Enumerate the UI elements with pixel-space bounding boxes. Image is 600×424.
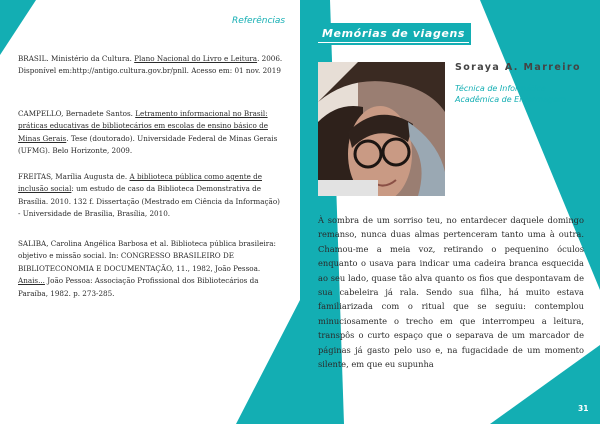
reference-entry: FREITAS, Marília Augusta de. A biblioteca pública como agente de inclusão social: um estudo de caso da Biblioteca Demonstrativa de Brasília. 2010. 132 f. Dissertação (Mestrado em Ciência da Informação) - Universidade de Brasília, Brasília, 2010. xyxy=(18,172,280,219)
reference-entry: CAMPELLO, Bernadete Santos. Letramento informacional no Brasil: práticas educativas de bibliotecários em escolas de ensino básico de Minas Gerais. Tese (doutorado). Universidade Federal de Minas Gerais (UFMG). Belo Horizonte, 2009. xyxy=(18,109,278,156)
reference-entry: BRASIL. Ministério da Cultura. Plano Nacional do Livro e Leitura. 2006. Disponível em:http://antigo.cultura.gov.br/pnll. Acesso em: 01 nov. 2019 xyxy=(18,54,283,76)
section-title: Memórias de viagens xyxy=(316,23,471,45)
author-role: Técnica de Informática Acadêmica de Enfermagem xyxy=(455,84,566,104)
reference-title-link[interactable]: Plano Nacional do Livro e Leitura xyxy=(134,54,258,63)
teal-shape-top-left xyxy=(0,0,36,55)
author-photo xyxy=(318,62,445,196)
teal-shape-bottom-center-left xyxy=(236,300,300,424)
reference-title-link[interactable]: Anais... xyxy=(18,276,45,286)
reference-title-link[interactable]: Letramento informacional no Brasil: práticas educativas de bibliotecários em escolas de ensino básico de Minas Gerais xyxy=(18,109,268,143)
page-number: 31 xyxy=(578,404,589,413)
story-text: À sombra de um sorriso teu, no entardecer daquele domingo remanso, nunca duas almas pertenceram tanto uma à outra. Chamou-me a meia voz, retirando o pequenino óculos enquanto o usava para indicar uma cadeira branca esquecida ao seu lado, quase tão alva quanto os fios que despontavam de sua cabeleira já rala. Sendo sua filha, há muito estava familiarizada com o ritual que se seguiu: contemplou minuciosamente o trecho em que interrompeu a leitura, transpôs o curto espaço que o separava de um marcador de páginas já gasto pelo uso e, na fugacidade de um momento silente, em que eu supunha xyxy=(318,215,584,370)
reference-title-link[interactable]: A biblioteca pública como agente de inclusão social xyxy=(18,172,262,194)
references-header: Referências xyxy=(232,16,286,26)
reference-entry: SALIBA, Carolina Angélica Barbosa et al. Biblioteca pública brasileira: objetivo e missão social. In: CONGRESSO BRASILEIRO DE BIBLIOTECONOMIA E DOCUMENTAÇÃO, 11., 1982, João Pessoa. Anais... João Pessoa: Associação Profissional dos Bibliotecários da Paraíba, 1982. p. 273-285. xyxy=(18,239,276,298)
author-name: Soraya A. Marreiro xyxy=(455,62,581,73)
